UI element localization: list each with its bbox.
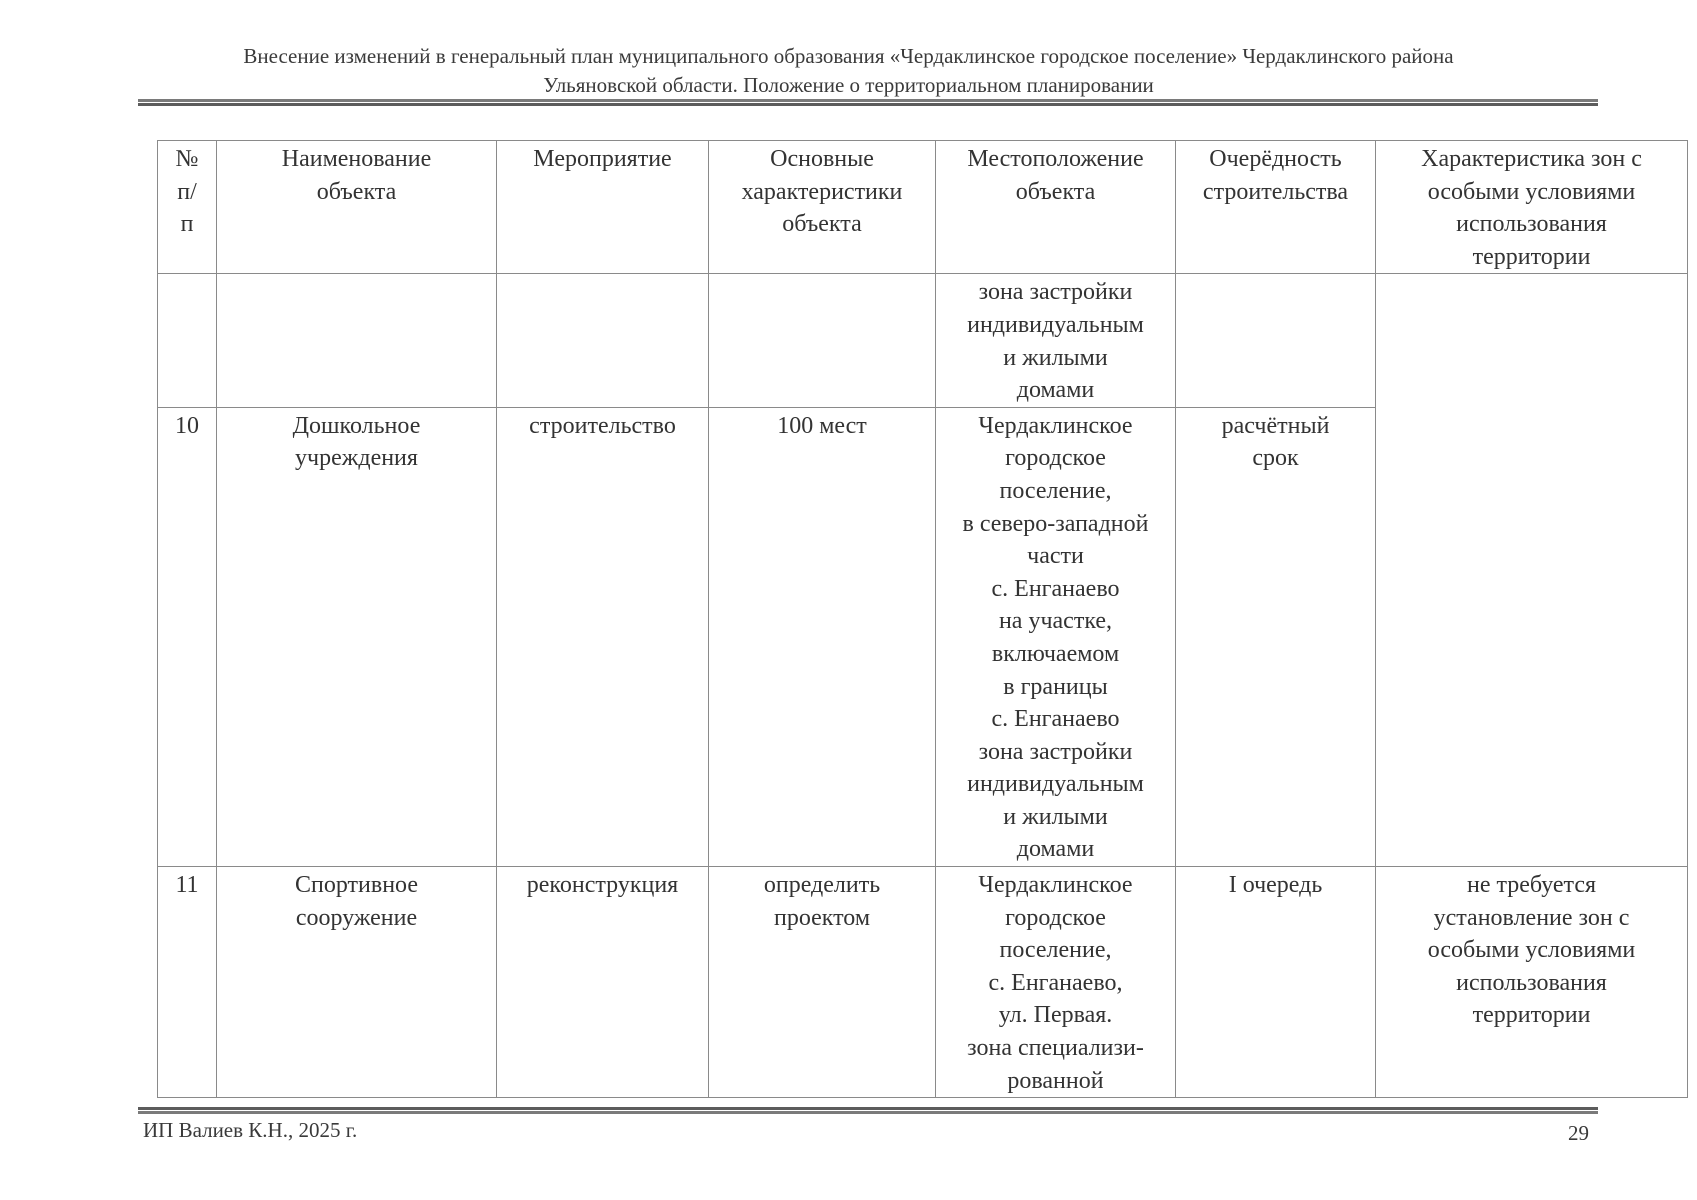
cell-number (158, 274, 217, 407)
planning-table (157, 140, 1688, 1098)
cell-priority: расчётный срок (1176, 407, 1376, 866)
cell-action (497, 274, 709, 407)
cell-characteristics: определить проектом (709, 867, 936, 1098)
cell-object-name: Дошкольное учреждения (217, 407, 497, 866)
table-row (158, 274, 1688, 407)
header-object-name: Наименование объекта (217, 141, 497, 274)
header-action: Мероприятие (497, 141, 709, 274)
cell-location: зона застройки индивидуальным и жилыми домами (936, 274, 1176, 407)
header-priority: Очерёдность строительства (1176, 141, 1376, 274)
cell-location: Чердаклинское городское поселение, в северо-западной части с. Енганаево на участке, включаемом в границы с. Енганаево зона застройки индивидуальным и жилыми домами (936, 407, 1176, 866)
header-characteristics: Основные характеристики объекта (709, 141, 936, 274)
document-header (0, 42, 1697, 100)
cell-number: 10 (158, 407, 217, 866)
cell-zones: не требуется установление зон с особыми условиями использования территории (1376, 867, 1688, 1098)
header-title-line-2: Ульяновской области. Положение о территориальном планировании (543, 73, 1154, 97)
header-location: Местоположение объекта (936, 141, 1176, 274)
footer-divider (138, 1107, 1598, 1114)
table-header-row (158, 141, 1688, 274)
cell-location: Чердаклинское городское поселение, с. Енганаево, ул. Первая. зона специализи- рованной (936, 867, 1176, 1098)
cell-object-name (217, 274, 497, 407)
table-row (158, 867, 1688, 1098)
cell-characteristics: 100 мест (709, 407, 936, 866)
header-number: № п/ п (158, 141, 217, 274)
cell-number: 11 (158, 867, 217, 1098)
cell-object-name: Спортивное сооружение (217, 867, 497, 1098)
cell-priority: I очередь (1176, 867, 1376, 1098)
cell-priority (1176, 274, 1376, 407)
header-zones: Характеристика зон с особыми условиями использования территории (1376, 141, 1688, 274)
header-divider (138, 99, 1598, 106)
cell-characteristics (709, 274, 936, 407)
footer-author: ИП Валиев К.Н., 2025 г. (143, 1118, 358, 1142)
page-number: 29 (1568, 1121, 1589, 1145)
cell-action: строительство (497, 407, 709, 866)
header-title-line-1: Внесение изменений в генеральный план муниципального образования «Чердаклинское городское поселение» Чердаклинского района (243, 44, 1454, 68)
cell-zones (1376, 274, 1688, 867)
cell-action: реконструкция (497, 867, 709, 1098)
